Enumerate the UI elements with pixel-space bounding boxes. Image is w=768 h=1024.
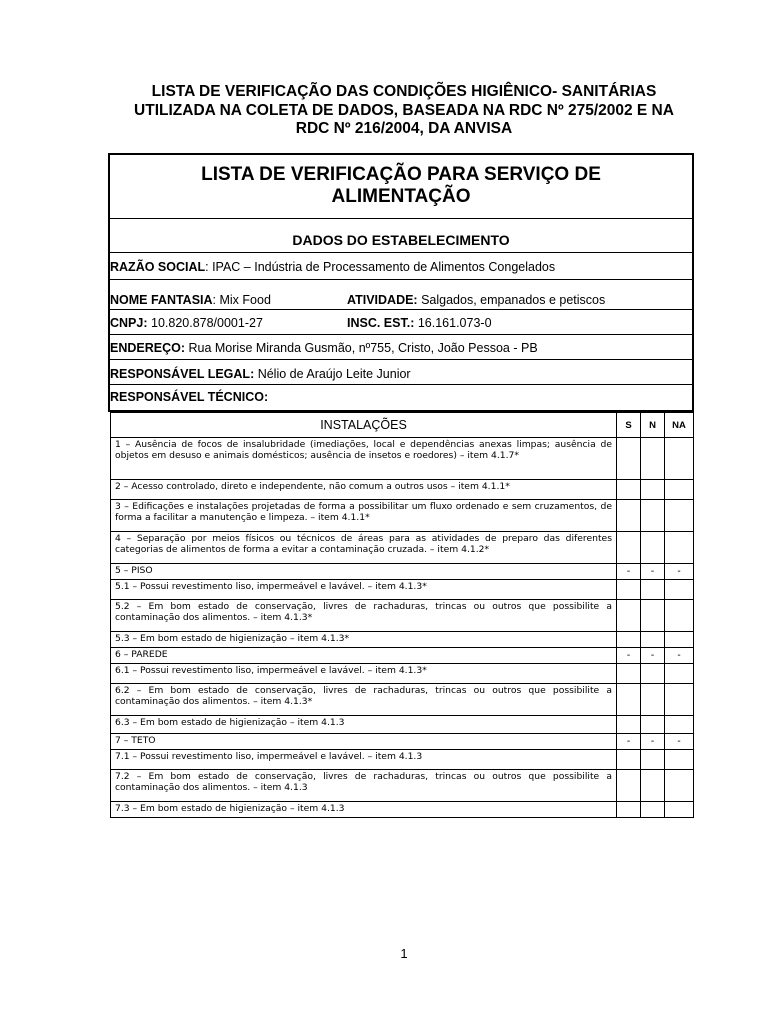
responsavel-legal-field: [110, 367, 411, 381]
answer-n-cell[interactable]: [641, 750, 665, 770]
answer-s-cell[interactable]: [617, 532, 641, 564]
nome-fantasia-label: NOME FANTASIA: [110, 293, 213, 307]
checklist-item-text: 5.3 – Em bom estado de higienização – item 4.1.3*: [111, 632, 617, 648]
answer-na-cell[interactable]: [665, 632, 694, 648]
checklist-row: [111, 500, 694, 532]
answer-na-cell[interactable]: [665, 750, 694, 770]
answer-na-cell[interactable]: [665, 532, 694, 564]
answer-s-cell[interactable]: [617, 480, 641, 500]
insc-est-value: 16.161.073-0: [414, 316, 492, 330]
answer-n-cell[interactable]: [641, 480, 665, 500]
checklist-item-text: 1 – Ausência de focos de insalubridade (imediações, local e dependências anexas limpas; ausência de objetos em desuso e animais domésticos; ausência de insetos e roedores) – item 4.1.7*: [111, 438, 617, 480]
column-n-header: N: [641, 413, 665, 438]
razao-social-label: RAZÃO SOCIAL: [110, 260, 206, 274]
nome-fantasia-field: [110, 293, 271, 307]
heading-line-3: RDC Nº 216/2004, DA ANVISA: [295, 120, 513, 137]
form-title: [110, 155, 692, 219]
heading-line-1: LISTA DE VERIFICAÇÃO DAS CONDIÇÕES HIGIÊNICO- SANITÁRIAS: [151, 83, 657, 100]
answer-s-cell[interactable]: [617, 750, 641, 770]
checklist-item-text: 5.1 – Possui revestimento liso, impermeável e lavável. – item 4.1.3*: [111, 580, 617, 600]
answer-na-cell[interactable]: [665, 802, 694, 818]
endereco-value: Rua Morise Miranda Gusmão, nº755, Cristo, João Pessoa - PB: [185, 341, 538, 355]
checklist-item-text: 6 – PAREDE: [111, 648, 617, 664]
insc-est-label: INSC. EST.:: [347, 316, 415, 330]
answer-s-cell[interactable]: [617, 802, 641, 818]
form-title-line-2: ALIMENTAÇÃO: [331, 186, 471, 207]
nome-fantasia-value: : Mix Food: [212, 293, 271, 307]
answer-s-cell[interactable]: [617, 770, 641, 802]
checklist-row: [111, 750, 694, 770]
answer-s-cell[interactable]: [617, 632, 641, 648]
answer-n-cell[interactable]: [641, 664, 665, 684]
endereco-label: ENDEREÇO:: [110, 341, 186, 355]
answer-s-cell[interactable]: [617, 500, 641, 532]
razao-social-row: [110, 253, 692, 280]
answer-n-cell[interactable]: [641, 770, 665, 802]
checklist-header: INSTALAÇÕES: [111, 413, 617, 438]
checklist-row: [111, 734, 694, 750]
answer-na-cell[interactable]: [665, 580, 694, 600]
checklist-row: [111, 684, 694, 716]
atividade-label: ATIVIDADE:: [347, 293, 418, 307]
form-title-line-1: LISTA DE VERIFICAÇÃO PARA SERVIÇO DE: [201, 164, 601, 185]
answer-s-cell[interactable]: [617, 716, 641, 734]
document-heading: [100, 83, 708, 139]
answer-s-cell[interactable]: [617, 664, 641, 684]
answer-n-cell[interactable]: [641, 802, 665, 818]
checklist-row: [111, 664, 694, 684]
checklist-row: [111, 716, 694, 734]
checklist-item-text: 6.2 – Em bom estado de conservação, livres de rachaduras, trincas ou outros que possibilite a contaminação dos alimentos. – item 4.1.3*: [111, 684, 617, 716]
answer-n-cell[interactable]: [641, 632, 665, 648]
cnpj-value: 10.820.878/0001-27: [147, 316, 263, 330]
checklist-row: [111, 770, 694, 802]
endereco-field: [110, 341, 538, 355]
answer-na-cell[interactable]: [665, 500, 694, 532]
checklist-row: [111, 564, 694, 580]
column-s-header: S: [617, 413, 641, 438]
checklist-item-text: 7.1 – Possui revestimento liso, impermeável e lavável. – item 4.1.3: [111, 750, 617, 770]
answer-s-cell[interactable]: [617, 438, 641, 480]
answer-na-cell[interactable]: -: [665, 648, 694, 664]
answer-n-cell[interactable]: [641, 684, 665, 716]
answer-n-cell[interactable]: -: [641, 648, 665, 664]
razao-social-value: : IPAC – Indústria de Processamento de Alimentos Congelados: [205, 260, 556, 274]
cnpj-insc-row: [110, 310, 692, 335]
answer-s-cell[interactable]: [617, 684, 641, 716]
answer-n-cell[interactable]: [641, 500, 665, 532]
answer-na-cell[interactable]: [665, 480, 694, 500]
answer-s-cell[interactable]: -: [617, 734, 641, 750]
answer-na-cell[interactable]: [665, 438, 694, 480]
checklist-row: [111, 632, 694, 648]
checklist-item-text: 3 – Edificações e instalações projetadas de forma a possibilitar um fluxo ordenado e sem cruzamentos, de forma a facilitar a manutenção e limpeza. – item 4.1.1*: [111, 500, 617, 532]
checklist-row: [111, 480, 694, 500]
checklist-header-row: [111, 413, 694, 438]
checklist-table: [110, 412, 694, 818]
checklist-item-text: 5.2 – Em bom estado de conservação, livres de rachaduras, trincas ou outros que possibilite a contaminação dos alimentos. – item 4.1.3*: [111, 600, 617, 632]
answer-na-cell[interactable]: [665, 716, 694, 734]
answer-s-cell[interactable]: -: [617, 648, 641, 664]
column-na-header: NA: [665, 413, 694, 438]
razao-social-field: [110, 260, 555, 274]
checklist-item-text: 7.3 – Em bom estado de higienização – item 4.1.3: [111, 802, 617, 818]
section-title: DADOS DO ESTABELECIMENTO: [110, 219, 692, 253]
cnpj-field: [110, 316, 263, 330]
responsavel-tecnico-label: RESPONSÁVEL TÉCNICO:: [110, 390, 269, 404]
checklist-item-text: 7.2 – Em bom estado de conservação, livres de rachaduras, trincas ou outros que possibilite a contaminação dos alimentos. – item 4.1.3: [111, 770, 617, 802]
checklist-row: [111, 438, 694, 480]
page-number: 1: [400, 946, 408, 961]
answer-na-cell[interactable]: -: [665, 564, 694, 580]
answer-n-cell[interactable]: -: [641, 564, 665, 580]
checklist-item-text: 7 – TETO: [111, 734, 617, 750]
endereco-row: [110, 335, 692, 360]
responsavel-tecnico-field: [110, 390, 268, 404]
checklist-row: [111, 600, 694, 632]
answer-n-cell[interactable]: [641, 716, 665, 734]
answer-na-cell[interactable]: [665, 600, 694, 632]
fantasia-atividade-row: [110, 280, 692, 310]
cnpj-label: CNPJ:: [110, 316, 148, 330]
responsavel-legal-value: Nélio de Araújo Leite Junior: [254, 367, 411, 381]
answer-na-cell[interactable]: [665, 770, 694, 802]
checklist-row: [111, 532, 694, 564]
answer-n-cell[interactable]: [641, 532, 665, 564]
atividade-value: Salgados, empanados e petiscos: [417, 293, 606, 307]
answer-n-cell[interactable]: [641, 580, 665, 600]
answer-na-cell[interactable]: [665, 664, 694, 684]
responsavel-tecnico-row: [110, 385, 692, 410]
checklist-row: [111, 648, 694, 664]
answer-s-cell[interactable]: [617, 580, 641, 600]
answer-s-cell[interactable]: [617, 600, 641, 632]
checklist-item-text: 2 – Acesso controlado, direto e independente, não comum a outros usos – item 4.1.1*: [111, 480, 617, 500]
checklist-item-text: 5 – PISO: [111, 564, 617, 580]
responsavel-legal-row: [110, 360, 692, 385]
insc-est-field: [347, 316, 492, 330]
answer-s-cell[interactable]: -: [617, 564, 641, 580]
responsavel-legal-label: RESPONSÁVEL LEGAL:: [110, 367, 255, 381]
checklist-item-text: 6.1 – Possui revestimento liso, impermeável e lavável. – item 4.1.3*: [111, 664, 617, 684]
answer-n-cell[interactable]: [641, 600, 665, 632]
heading-line-2: UTILIZADA NA COLETA DE DADOS, BASEADA NA RDC Nº 275/2002 E NA: [134, 101, 674, 119]
answer-na-cell[interactable]: [665, 684, 694, 716]
checklist-item-text: 6.3 – Em bom estado de higienização – item 4.1.3: [111, 716, 617, 734]
checklist-row: [111, 580, 694, 600]
checklist-item-text: 4 – Separação por meios físicos ou técnicos de áreas para as atividades de preparo das diferentes categorias de alimentos de forma a evitar a contaminação cruzada. – item 4.1.2*: [111, 532, 617, 564]
answer-n-cell[interactable]: [641, 438, 665, 480]
answer-n-cell[interactable]: -: [641, 734, 665, 750]
establishment-form: [108, 153, 694, 412]
answer-na-cell[interactable]: -: [665, 734, 694, 750]
checklist-row: [111, 802, 694, 818]
atividade-field: [347, 293, 605, 307]
